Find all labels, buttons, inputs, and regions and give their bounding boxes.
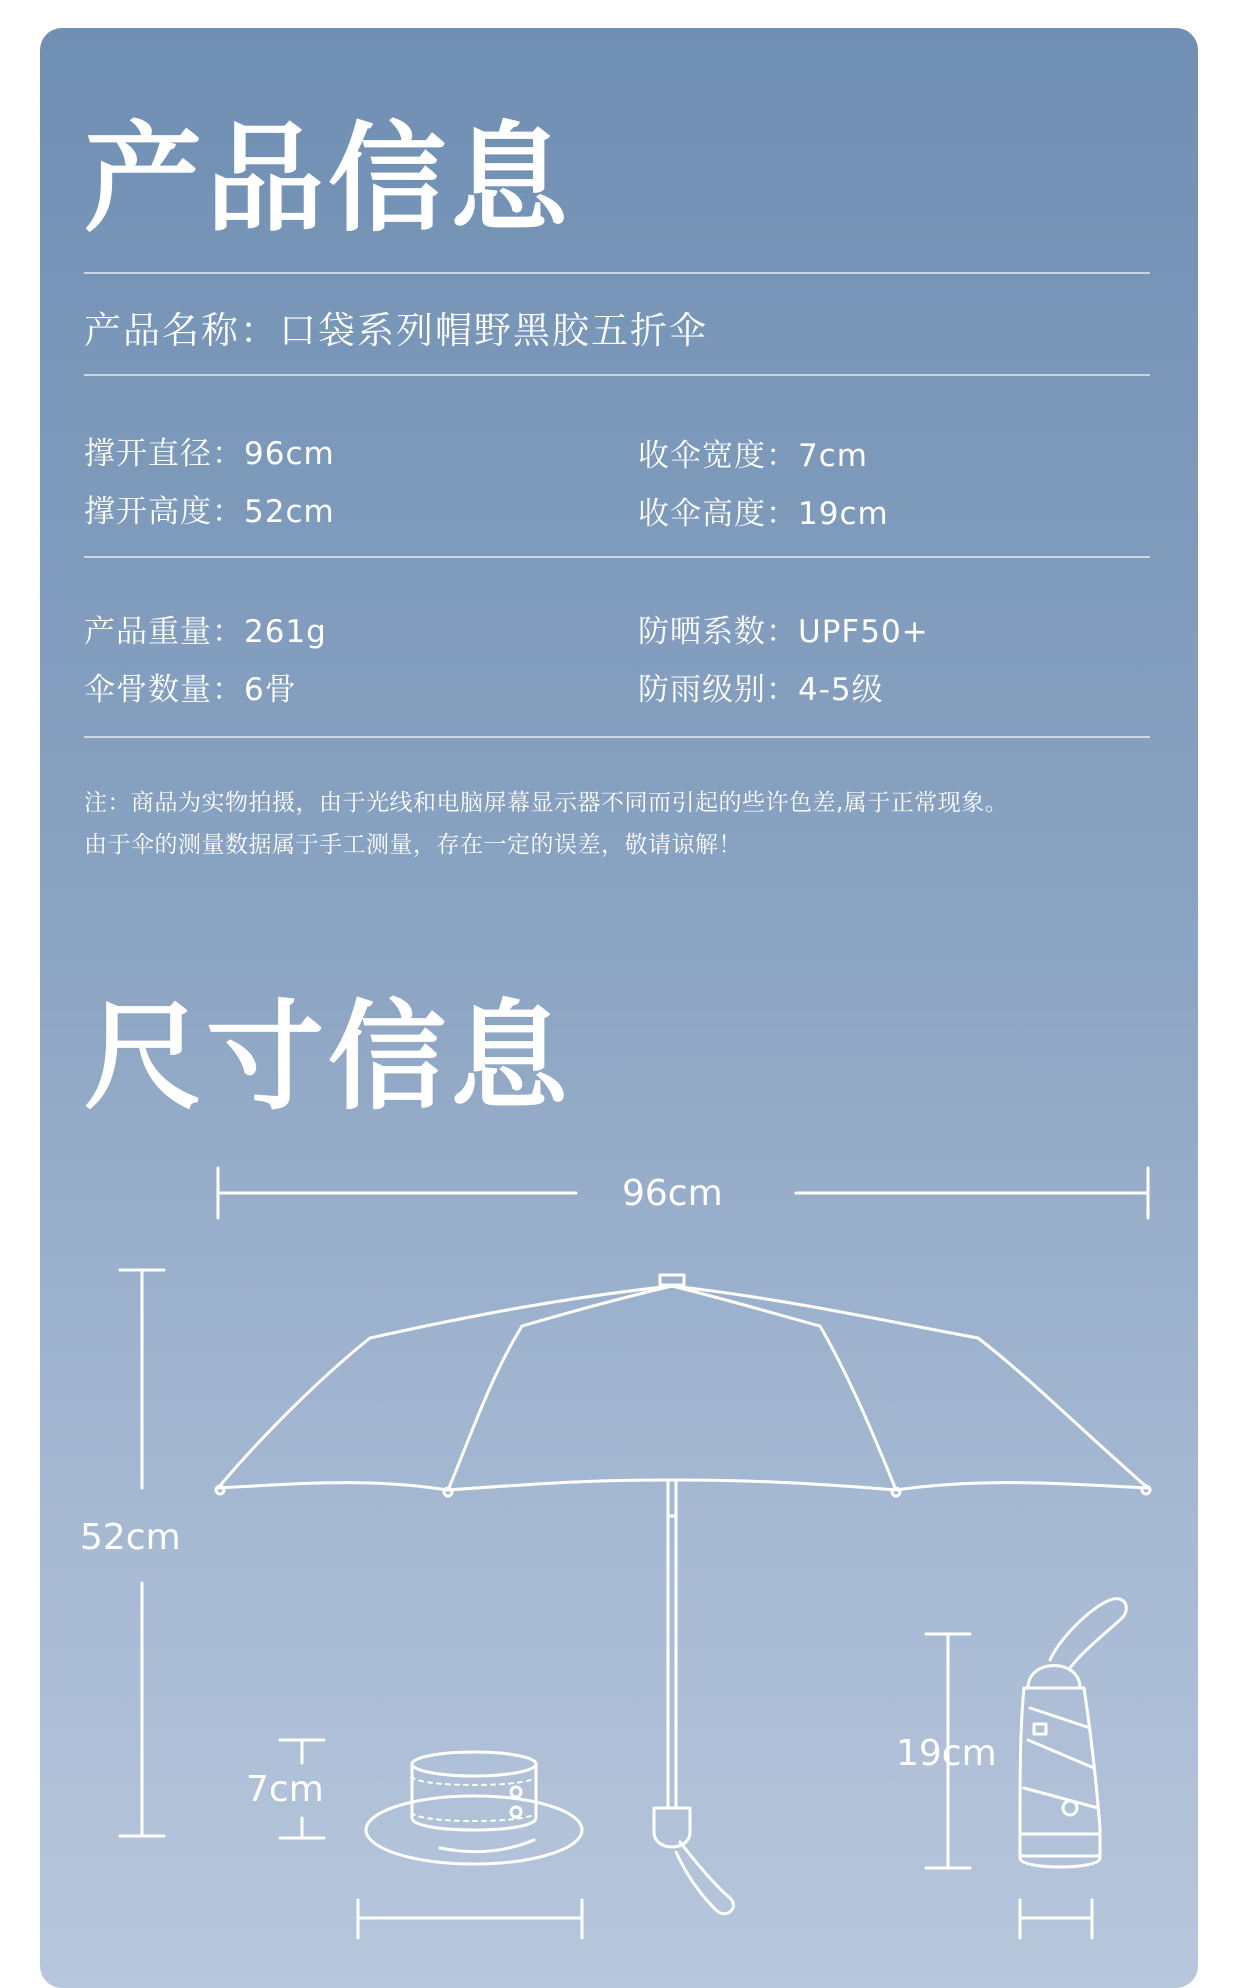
spec-label: 防雨级别： [638,672,798,708]
diameter-label: 96cm [622,1173,723,1214]
info-card [40,28,1198,1988]
note-line-2: 由于伞的测量数据属于手工测量，存在一定的误差，敬请谅解！ [84,832,742,858]
note-line-1: 注：商品为实物拍摄，由于光线和电脑屏幕显示器不同而引起的些许色差,属于正常现象。 [84,790,1009,816]
spec-label: 收伞宽度： [638,438,798,474]
spec-value: UPF50+ [798,614,929,650]
spec-value: 261g [244,614,327,650]
spec-value: 52cm [244,494,335,530]
spec-value: 6骨 [244,672,297,708]
size-info-title: 尺寸信息 [84,988,573,1126]
spec-label: 伞骨数量： [84,672,244,708]
spec-label: 收伞高度： [638,496,798,532]
spec-value: 96cm [244,436,335,472]
spec-label: 产品重量： [84,614,244,650]
product-info-title: 产品信息 [84,110,573,248]
product-name-label: 产品名称： [84,309,279,352]
height-label: 52cm [80,1517,181,1558]
spec-value: 19cm [798,496,889,532]
spec-label: 撑开直径： [84,436,244,472]
umbrella-case-drawing [280,1740,582,1938]
umbrella-size-diagram [40,28,1198,1988]
spec-value: 4-5级 [798,672,884,708]
spec-label: 防晒系数： [638,614,798,650]
case-height-label: 7cm [246,1769,324,1810]
folded-height-label: 19cm [896,1733,997,1774]
spec-label: 撑开高度： [84,494,244,530]
open-umbrella-drawing [216,1275,1150,1914]
product-name-value: 口袋系列帽野黑胶五折伞 [279,309,708,352]
spec-value: 7cm [798,438,868,474]
